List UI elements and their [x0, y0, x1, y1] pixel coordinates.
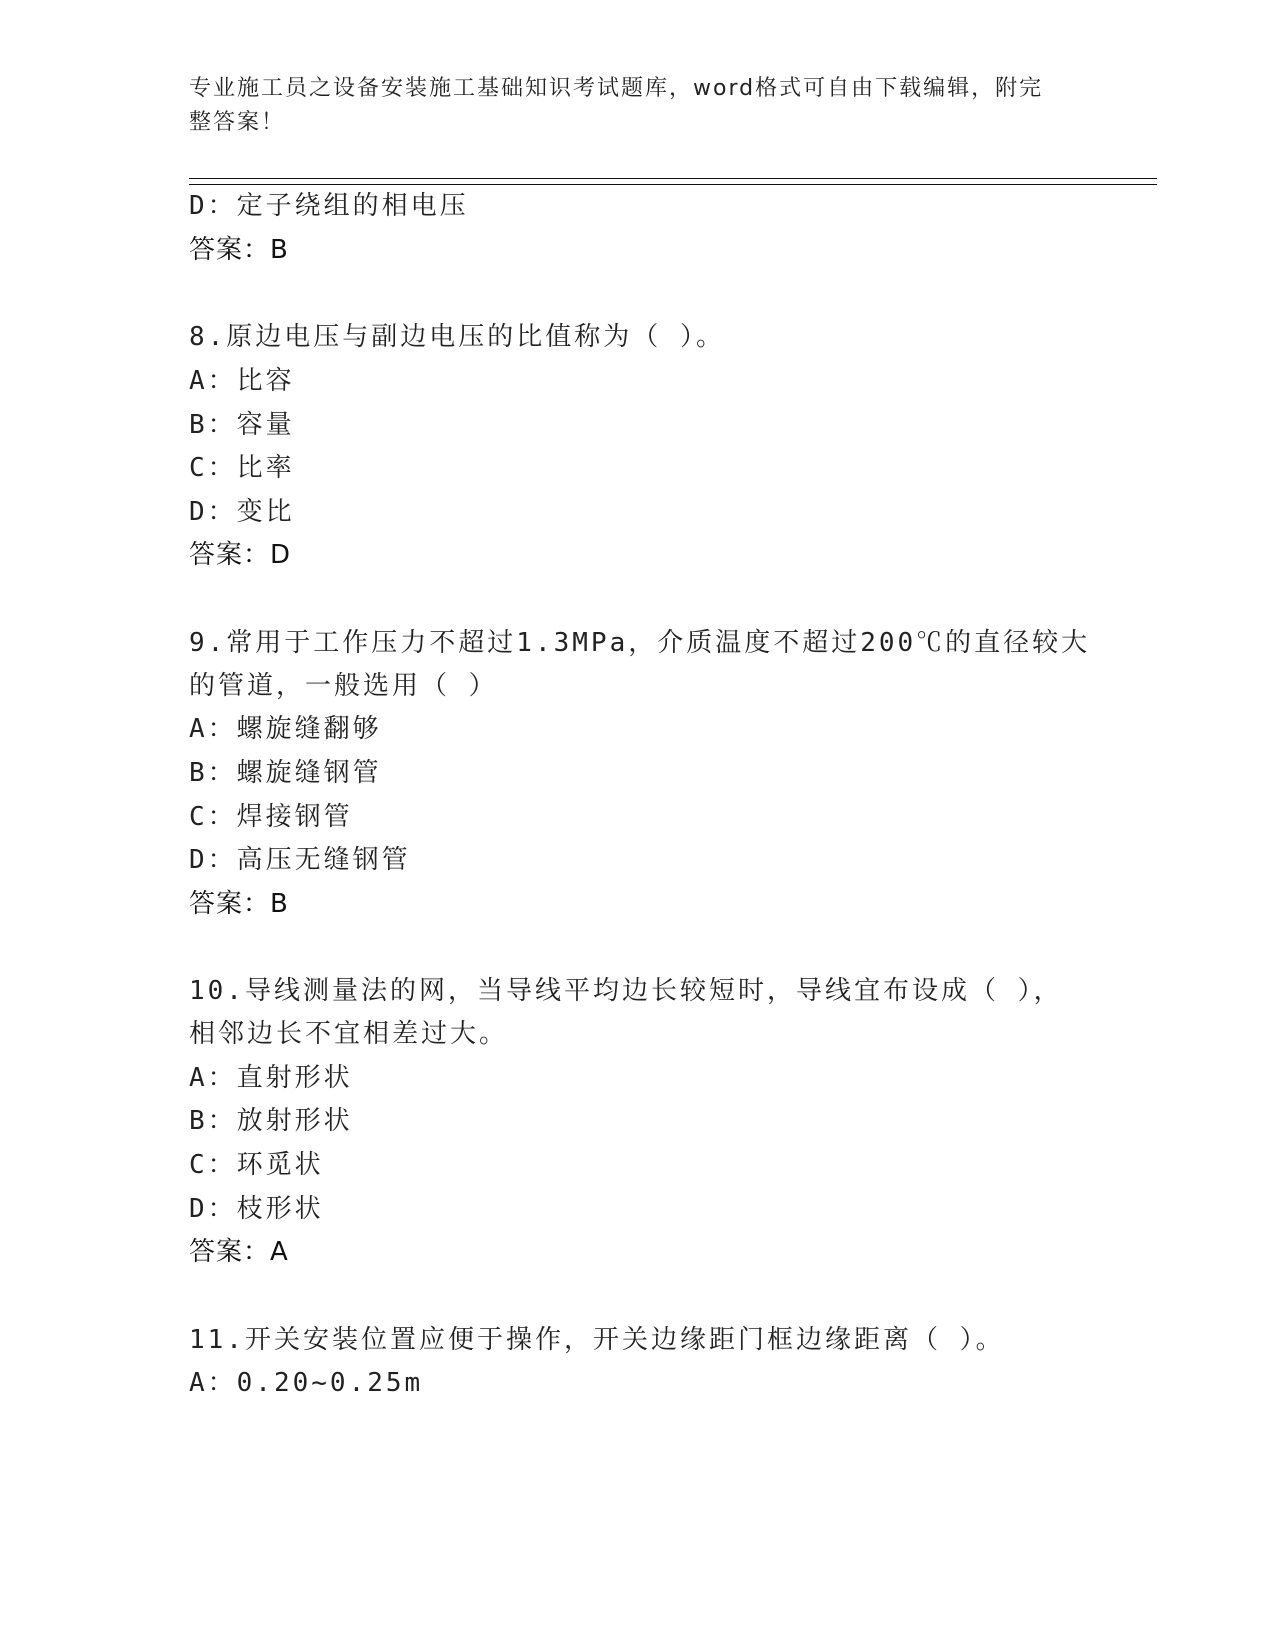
- q8-option-c: C：比率: [189, 453, 295, 483]
- document-header: [189, 72, 1089, 140]
- q11-option-a: A：0.20~0.25m: [189, 1368, 424, 1398]
- header-line-1: 专业施工员之设备安装施工基础知识考试题库，word格式可自由下载编辑，附完: [189, 76, 1044, 101]
- prev-option-d: D：定子绕组的相电压: [189, 191, 469, 221]
- q8-option-d: D：变比: [189, 497, 295, 527]
- q9-option-b: B：螺旋缝钢管: [189, 758, 382, 788]
- q9-option-d: D：高压无缝钢管: [189, 845, 411, 875]
- q8-question: 8.原边电压与副边电压的比值称为（ ）。: [189, 322, 725, 352]
- q10-option-c: C：环觅状: [189, 1150, 324, 1180]
- q9-question-line-1: 9.常用于工作压力不超过1.3MPa，介质温度不超过200℃的直径较大: [189, 628, 1091, 658]
- q10-option-a: A：直射形状: [189, 1063, 353, 1093]
- header-line-2: 整答案！: [189, 110, 286, 135]
- q10-answer: 答案：A: [189, 1237, 289, 1267]
- q9-option-a: A：螺旋缝翻够: [189, 714, 382, 744]
- q10-question-line-1: 10.导线测量法的网，当导线平均边长较短时，导线宜布设成（ ），: [189, 976, 1063, 1006]
- q9-option-c: C：焊接钢管: [189, 802, 353, 832]
- prev-answer: 答案：B: [189, 235, 289, 265]
- q8-answer: 答案：D: [189, 540, 292, 570]
- q8-option-a: A：比容: [189, 366, 295, 396]
- q9-question-line-2: 的管道，一般选用（ ）: [189, 671, 498, 701]
- q11-question: 11.开关安装位置应便于操作，开关边缘距门框边缘距离（ ）。: [189, 1325, 1005, 1355]
- q10-option-d: D：枝形状: [189, 1194, 324, 1224]
- q8-option-b: B：容量: [189, 410, 295, 440]
- header-divider-top: [189, 178, 1157, 179]
- q9-answer: 答案：B: [189, 889, 289, 919]
- q10-option-b: B：放射形状: [189, 1106, 353, 1136]
- q10-question-line-2: 相邻边长不宜相差过大。: [189, 1019, 509, 1049]
